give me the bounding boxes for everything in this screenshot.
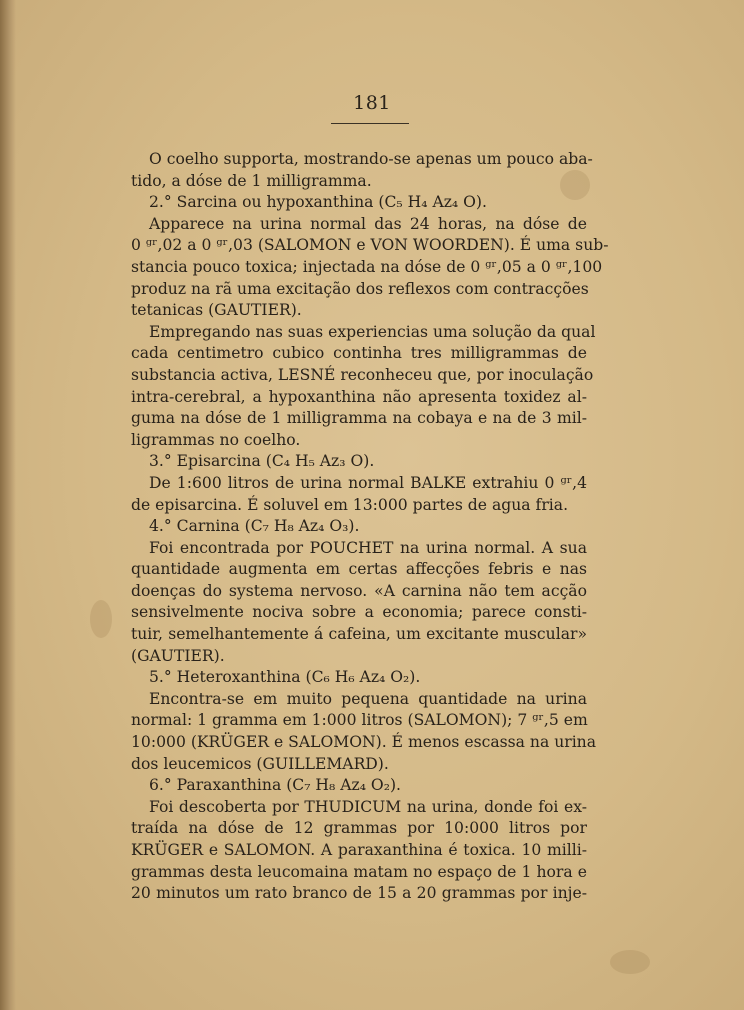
text-line: normal: 1 gramma em 1:000 litros (SALOMON); 7 ᵍʳ,5 em [131,711,588,730]
text-line: (GAUTIER). [131,646,225,665]
text-line: sensivelmente nociva sobre a economia; parece consti- [131,603,587,622]
text-line: tetanicas (GAUTIER). [131,301,302,320]
text-line: 2.° Sarcina ou hypoxanthina (C₅ H₄ Az₄ O). [149,193,487,212]
page-gutter-shadow [0,0,16,1010]
text-line: stancia pouco toxica; injectada na dóse de 0 ᵍʳ,05 a 0 ᵍʳ,100 [131,257,603,276]
text-line: guma na dóse de 1 milligramma na cobaya e na de 3 mil- [131,409,587,428]
text-line: cada centimetro cubico continha tres milligrammas de [131,344,587,363]
text-line: substancia activa, LESNÉ reconheceu que, por inoculação [131,365,594,384]
text-line: Apparece na urina normal das 24 horas, na dóse de [149,214,587,233]
text-line: doenças do systema nervoso. «A carnina não tem acção [131,581,587,600]
text-line: O coelho supporta, mostrando-se apenas um pouco aba- [149,150,593,168]
text-line: Encontra-se em muito pequena quantidade na urina [149,689,587,708]
paper-stain [90,600,112,638]
text-line: quantidade augmenta em certas affecções febris e nas [131,560,587,579]
text-line: 20 minutos um rato branco de 15 a 20 grammas por inje- [131,884,587,903]
text-line: traída na dóse de 12 grammas por 10:000 litros por [131,819,587,838]
text-line: grammas desta leucomaina matam no espaço de 1 hora e [131,862,587,881]
text-line: de episarcina. É soluvel em 13:000 partes de agua fria. [131,495,569,514]
text-line: intra-cerebral, a hypoxanthina não apresenta toxidez al- [131,387,587,406]
page-number: 181 [353,92,391,114]
text-line: tido, a dóse de 1 milligramma. [131,171,372,190]
text-line: 6.° Paraxanthina (C₇ H₈ Az₄ O₂). [149,776,401,795]
text-line: Foi encontrada por POUCHET na urina normal. A sua [149,538,587,557]
text-line: 4.° Carnina (C₇ H₈ Az₄ O₃). [149,517,360,536]
text-line: Foi descoberta por THUDICUM na urina, donde foi ex- [149,797,587,816]
text-line: ligrammas no coelho. [131,430,301,449]
text-line: 10:000 (KRÜGER e SALOMON). É menos escassa na urina [131,733,597,752]
body-text [131,149,609,905]
text-line: tuir, semelhantemente á cafeina, um excitante muscular» [131,625,587,644]
text-line: produz na rã uma excitação dos reflexos com contracções [131,279,589,298]
header-rule [331,123,409,124]
text-line: KRÜGER e SALOMON. A paraxanthina é toxica. 10 milli- [131,841,587,859]
text-line: Empregando nas suas experiencias uma solução da qual [149,322,596,341]
text-line: 3.° Episarcina (C₄ H₅ Az₃ O). [149,452,375,471]
paper-stain [610,950,650,974]
text-line: De 1:600 litros de urina normal BALKE extrahiu 0 ᵍʳ,4 [149,473,587,492]
text-line: 0 ᵍʳ,02 a 0 ᵍʳ,03 (SALOMON e VON WOORDEN). É uma sub- [131,236,609,255]
text-line: dos leucemicos (GUILLEMARD). [131,754,389,773]
text-line: 5.° Heteroxanthina (C₆ H₆ Az₄ O₂). [149,668,421,687]
